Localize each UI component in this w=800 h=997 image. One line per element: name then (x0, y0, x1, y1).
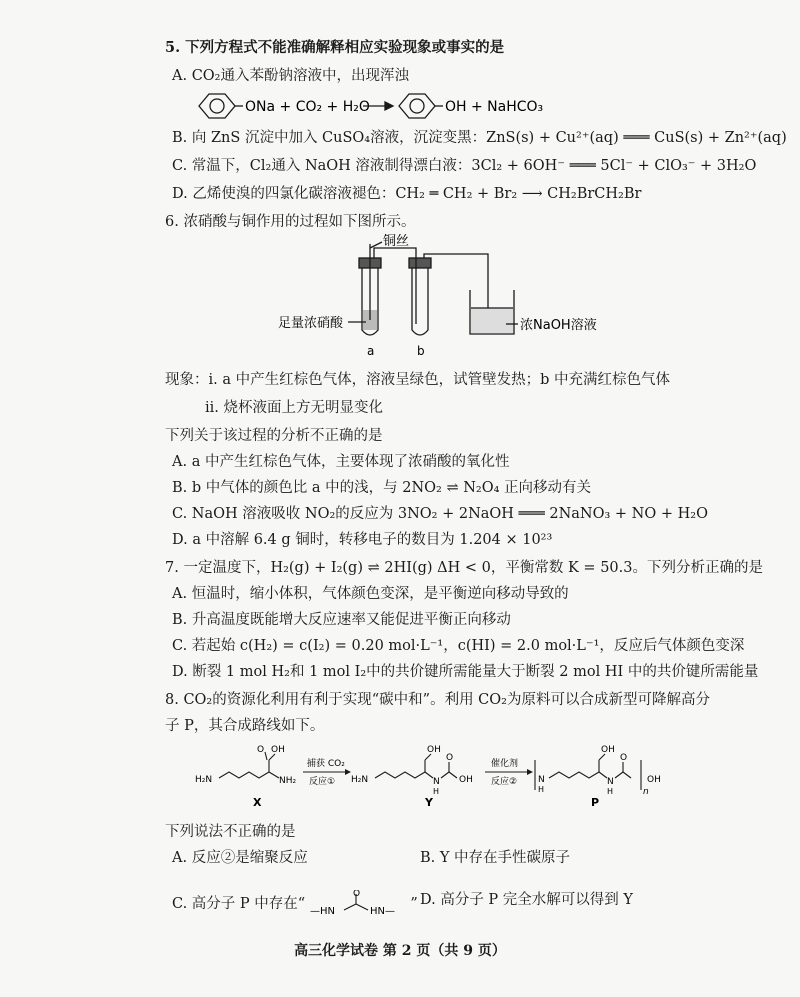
frag-left: —HN (309, 906, 335, 916)
p-chain (549, 772, 599, 778)
label-copper-wire: 铜丝 (383, 234, 410, 249)
q5-phenol-equation (185, 88, 545, 124)
q6-option-c: C. NaOH 溶液吸收 NO₂的反应为 3NO₂ + 2NaOH ═══ 2NaNO₃ + NO + H₂O (172, 506, 708, 522)
q8-option-d: D. 高分子 P 完全水解可以得到 Y (420, 892, 633, 908)
q6-option-d: D. a 中溶解 6.4 g 铜时，转移电子的数目为 1.204 × 10²³ (172, 532, 553, 548)
label-tube-b: b (417, 344, 425, 358)
q7-option-a: A. 恒温时，缩小体积，气体颜色变深，是平衡逆向移动导致的 (172, 586, 569, 602)
q6-apparatus-diagram (270, 234, 630, 360)
x-h2n-label: H₂N (195, 775, 213, 785)
q7-stem: 7. 一定温度下，H₂(g) + I₂(g) ⇌ 2HI(g) ΔH < 0，平衡常数 K = 50.3。下列分析正确的是 (165, 560, 763, 576)
label-tube-a: a (367, 344, 375, 358)
test-tube-b (412, 268, 428, 335)
label-p: P (591, 796, 600, 809)
q7-option-b: B. 升高温度既能增大反应速率又能促进平衡正向移动 (172, 612, 511, 628)
q8-synthesis-route (195, 738, 675, 812)
q6-option-b: B. b 中气体的颜色比 a 中的浅，与 2NO₂ ⇌ N₂O₄ 正向移动有关 (172, 480, 592, 496)
y-n-label: N (433, 777, 440, 787)
q8-ask: 下列说法不正确的是 (165, 824, 296, 840)
q7-option-c: C. 若起始 c(H₂) = c(I₂) = 0.20 mol·L⁻¹，c(HI) = 2.0 mol·L⁻¹，反应后气体颜色变深 (172, 638, 745, 654)
q6-phenomenon-1: 现象：i. a 中产生红棕色气体，溶液呈绿色，试管壁发热；b 中充满红棕色气体 (165, 372, 670, 388)
q8-option-b: B. Y 中存在手性碳原子 (420, 850, 571, 866)
q5-option-b: B. 向 ZnS 沉淀中加入 CuSO₄溶液，沉淀变黑：ZnS(s) + Cu²⁺(aq) ═══ CuS(s) + Zn²⁺(aq) (172, 130, 787, 146)
q6-option-a: A. a 中产生红棕色气体，主要体现了浓硝酸的氧化性 (172, 454, 510, 470)
arrow1-bottom: 反应① (309, 777, 336, 787)
urea-fragment (310, 890, 406, 916)
q5-eq-right: OH + NaHCO₃ (445, 99, 544, 115)
frag-right: HN— (369, 906, 395, 916)
label-y: Y (425, 796, 433, 809)
frag-o: O (352, 890, 360, 899)
arrow2-top: 催化剂 (491, 759, 519, 769)
q8-option-c (172, 890, 418, 916)
x-oh-label: OH (271, 745, 285, 755)
p-o-label: O (620, 753, 628, 763)
page-footer: 高三化学试卷 第 2 页（共 9 页） (294, 943, 506, 959)
q5-stem: 5. 下列方程式不能准确解释相应实验现象或事实的是 (165, 39, 505, 56)
naoh-solution (471, 308, 513, 333)
q5-option-c: C. 常温下，Cl₂通入 NaOH 溶液制得漂白液：3Cl₂ + 6OH⁻ ═══ 5Cl⁻ + ClO₃⁻ + 3H₂O (172, 158, 757, 174)
y-chain (375, 772, 425, 778)
q5-option-d: D. 乙烯使溴的四氯化碳溶液褪色：CH₂ ═ CH₂ + Br₂ ⟶ CH₂BrCH₂Br (172, 186, 642, 202)
q8-option-a: A. 反应②是缩聚反应 (172, 850, 308, 866)
label-naoh: 浓NaOH溶液 (520, 318, 597, 333)
y-h-label: H (433, 787, 440, 796)
arrow1-top: 捕获 CO₂ (307, 759, 345, 769)
y-oh2-label: OH (459, 775, 473, 785)
benzene-ring-left (199, 94, 235, 118)
x-nh2-label: NH₂ (279, 776, 297, 786)
q5-option-a: A. CO₂通入苯酚钠溶液中，出现浑浊 (172, 68, 409, 84)
p-n-label: N (538, 775, 545, 785)
arrow2-bottom: 反应② (491, 777, 518, 787)
q6-stem: 6. 浓硝酸与铜作用的过程如下图所示。 (165, 214, 416, 230)
p-n2-label: N (607, 777, 614, 787)
q8-option-c-pre: C. 高分子 P 中存在“ (172, 896, 306, 912)
label-x: X (253, 796, 262, 809)
label-conc-acid: 足量浓硝酸 (278, 316, 344, 331)
p-oh-label: OH (601, 745, 615, 755)
x-o-label: O (257, 745, 265, 755)
q8-option-c-post: ” (410, 896, 418, 912)
q8-stem-line2: 子 P，其合成路线如下。 (165, 718, 325, 734)
p-oh2-label: OH (647, 775, 661, 785)
stopper-b (409, 258, 431, 268)
q6-phenomenon-2: ii. 烧杯液面上方无明显变化 (205, 400, 383, 416)
q7-option-d: D. 断裂 1 mol H₂和 1 mol I₂中的共价键所需能量大于断裂 2 mol HI 中的共价键所需能量 (172, 664, 759, 680)
y-h2n-label: H₂N (351, 775, 369, 785)
p-h2-label: H (607, 787, 614, 796)
q5-eq-left: ONa + CO₂ + H₂O (245, 99, 370, 115)
benzene-ring-right (399, 94, 435, 118)
y-oh-label: OH (427, 745, 441, 755)
y-o-label: O (446, 753, 454, 763)
p-h-label: H (538, 785, 545, 794)
q8-stem-line1: 8. CO₂的资源化利用有利于实现“碳中和”。利用 CO₂为原料可以合成新型可降解高分 (165, 692, 710, 708)
q6-ask: 下列关于该过程的分析不正确的是 (165, 428, 383, 444)
x-chain (219, 772, 269, 778)
p-n-subscript: n (643, 787, 649, 797)
